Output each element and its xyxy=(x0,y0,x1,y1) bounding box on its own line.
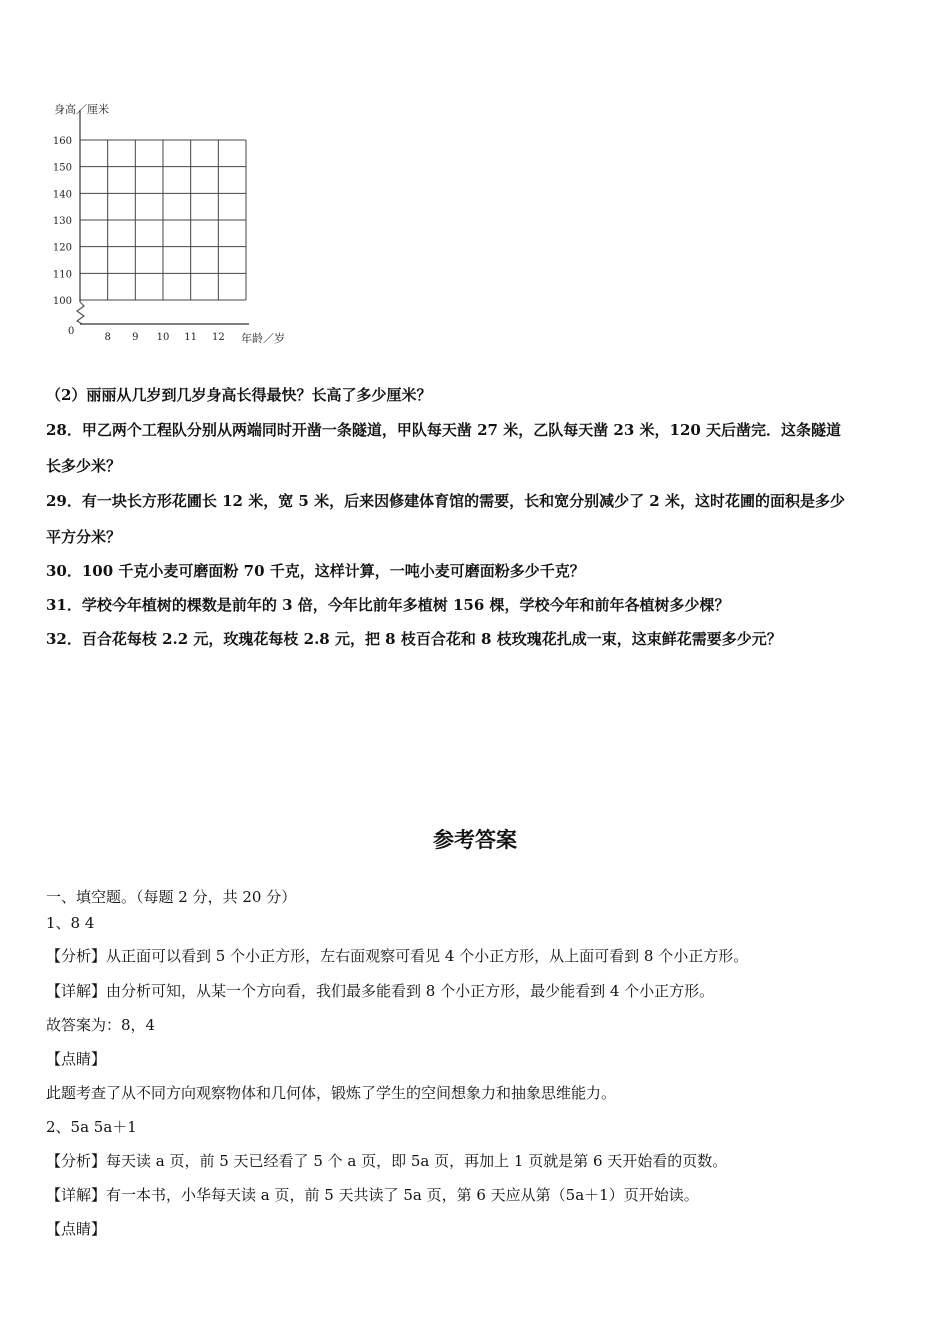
conclusion-1: 故答案为：8，4 xyxy=(46,1016,156,1034)
answers-title: 参考答案 xyxy=(433,828,517,852)
x-tick-label: 9 xyxy=(132,332,139,343)
axis-break-zigzag xyxy=(77,302,84,324)
height-age-chart xyxy=(44,96,304,352)
analysis-1: 【分析】从正面可以看到 5 个小正方形，左右面观察可看见 4 个小正方形，从上面可看到 8 个小正方形。 xyxy=(46,947,749,965)
comment-heading-1: 【点睛】 xyxy=(46,1050,107,1068)
question-27-2: （2）丽丽从几岁到几岁身高长得最快？长高了多少厘米？ xyxy=(46,386,432,404)
question-29-cont: 平方分米？ xyxy=(46,528,122,546)
y-tick-label: 100 xyxy=(52,296,72,307)
comment-1: 此题考查了从不同方向观察物体和几何体，锻炼了学生的空间想象力和抽象思维能力。 xyxy=(46,1084,617,1102)
analysis-2: 【分析】每天读 a 页，前 5 天已经看了 5 个 a 页，即 5a 页，再加上 1 页就是第 6 天开始看的页数。 xyxy=(46,1152,728,1170)
chart-grid xyxy=(80,140,246,300)
y-tick-labels xyxy=(53,136,72,307)
answer-2: 2、5a 5a＋1 xyxy=(46,1118,137,1136)
y-tick-label: 150 xyxy=(52,162,72,174)
y-tick-label: 130 xyxy=(52,216,72,227)
question-29: 29．有一块长方形花圃长 12 米，宽 5 米，后来因修建体育馆的需要，长和宽分别减少了 2 米，这时花圃的面积是多少 xyxy=(46,492,845,510)
y-axis-label: 身高／厘米 xyxy=(54,103,109,116)
detail-2: 【详解】有一本书，小华每天读 a 页，前 5 天共读了 5a 页，第 6 天应从第（5a＋1）页开始读。 xyxy=(46,1186,699,1204)
x-tick-label: 11 xyxy=(184,332,198,343)
question-32: 32．百合花每枝 2.2 元，玫瑰花每枝 2.8 元，把 8 枝百合花和 8 枝玫瑰花扎成一束，这束鲜花需要多少元？ xyxy=(46,630,782,648)
comment-heading-2: 【点睛】 xyxy=(46,1220,107,1238)
x-tick-label: 8 xyxy=(104,332,111,343)
answer-1: 1、8 4 xyxy=(46,914,95,932)
x-tick-labels xyxy=(104,332,224,343)
question-30: 30．100 千克小麦可磨面粉 70 千克，这样计算，一吨小麦可磨面粉多少千克？ xyxy=(46,562,585,580)
x-axis-label: 年龄／岁 xyxy=(241,332,285,345)
y-tick-label: 160 xyxy=(52,136,72,147)
question-28: 28．甲乙两个工程队分别从两端同时开凿一条隧道，甲队每天凿 27 米，乙队每天凿 23 米，120 天后凿完．这条隧道 xyxy=(46,421,842,439)
y-tick-label: 140 xyxy=(52,189,72,201)
section-heading: 一、填空题。（每题 2 分，共 20 分） xyxy=(46,888,297,906)
y-tick-label: 110 xyxy=(52,269,72,281)
x-tick-label: 10 xyxy=(156,332,170,343)
question-31: 31．学校今年植树的棵数是前年的 3 倍，今年比前年多植树 156 棵，学校今年和前年各植树多少棵？ xyxy=(46,596,730,614)
detail-1: 【详解】由分析可知，从某一个方向看，我们最多能看到 8 个小正方形，最少能看到 4 个小正方形。 xyxy=(46,982,715,1000)
origin-label: 0 xyxy=(68,326,75,337)
y-tick-label: 120 xyxy=(52,242,72,254)
question-28-cont: 长多少米？ xyxy=(46,457,122,475)
x-tick-label: 12 xyxy=(211,332,225,343)
